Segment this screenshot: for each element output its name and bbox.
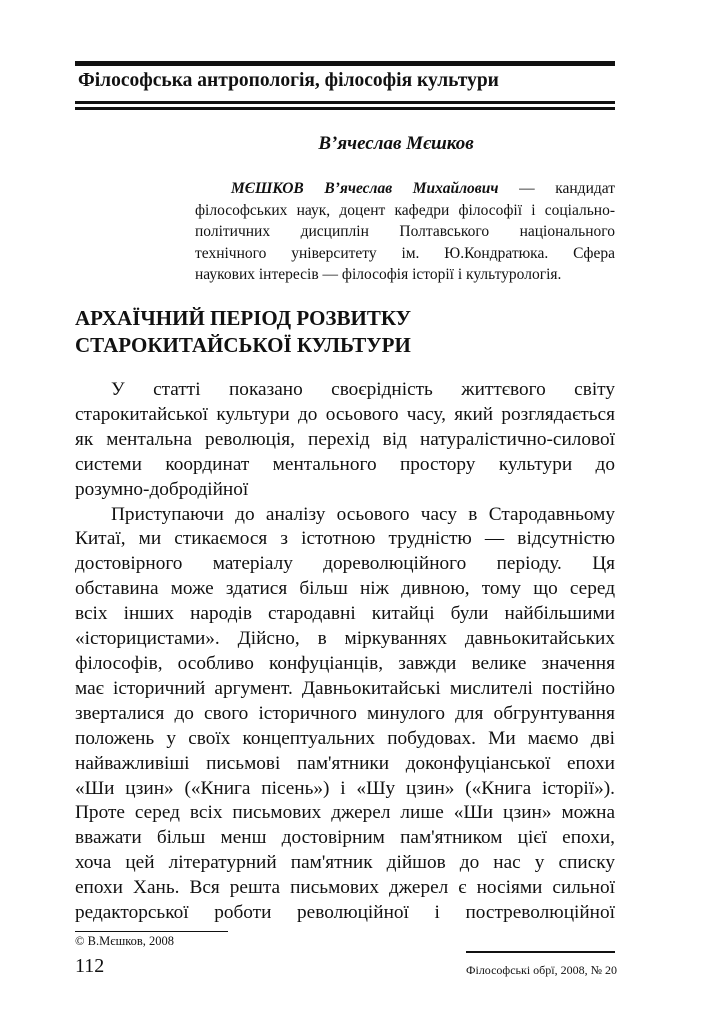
text-line: обставина може здатися більш ніж дивною, тому що серед [75,578,615,600]
text-line: як ментальна революція, перехід від натуралістично-силової [75,428,615,450]
text-line: хоча цей літературний пам'ятник дійшов до нас у списку [75,852,615,874]
text-line: філософів, особливо конфуціанців, завжди велике значення [75,652,615,674]
author-bio [195,178,615,286]
text-line: епохи Хань. Вся решта письмових джерел є носіями сильної [75,877,615,899]
title-line: СТАРОКИТАЙСЬКОЇ КУЛЬТУРИ [75,333,411,357]
page-number: 112 [75,955,105,977]
bio-line: МЄШКОВ В’ячеслав Михайлович — кандидат [231,180,616,197]
journal-citation: Філософські обрї, 2008, № 20 [466,963,618,977]
bio-line: наукових інтересів — філософія історії і культурологія. [195,266,562,283]
author-name: В’ячеслав Мєшков [318,133,474,154]
bio-line: філософських наук, доцент кафедри філософії і соціально- [195,201,615,219]
text-line: старокитайської культури до осьового часу, який розглядається [75,403,615,425]
bio-line: технічного університету ім. Ю.Кондратюка. Сфера [195,244,615,262]
text-line: «історицистами». Дійсно, в міркуваннях давньокитайських [75,628,615,650]
footnote-rule [75,931,228,932]
text-line: найважливіші письмові пам'ятники доконфуціанської епохи [75,752,615,774]
bio-line: політичних дисциплін Полтавського національного [195,223,615,240]
text-line: Проте серед всіх письмових джерел лише «Ши цзин» можна [75,802,615,824]
copyright: © В.Мєшков, 2008 [75,934,175,948]
text-line: Китаї, ми стикаємося з істотною трудністю — відсутністю [75,528,615,550]
text-line: редакторської роботи революційної і постреволюційної [75,902,615,924]
text-line: Приступаючи до аналізу осьового часу в Стародавньому [111,503,615,525]
header-rule [75,101,615,104]
article-body [75,378,615,926]
bio-name: МЄШКОВ В’ячеслав Михайлович [231,180,499,197]
text-line: положень у своїх концептуальних побудовах. Ми маємо дві [75,727,615,749]
header-rule [75,107,615,110]
text-line: всіх інших народів стародавні китайці були найбільшими [75,603,615,625]
paragraph [75,378,615,503]
text-line: зверталися до свого історичного минулого для обгрунтування [75,702,615,724]
text-line: вважати більш менш достовірним пам'ятником цієї епохи, [75,827,615,849]
title-line: АРХАЇЧНИЙ ПЕРІОД РОЗВИТКУ [75,306,412,330]
header-top-rule [75,61,615,66]
section-header: Філософська антропологія, філософія культури [78,70,499,91]
article-title [75,305,411,359]
paragraph [75,503,615,926]
text-line: У статті показано своєрідність життєвого світу [111,379,615,400]
text-line: має історичний аргумент. Давньокитайські мислителі постійно [75,677,615,699]
text-line: розумно-добродійної [75,478,249,500]
journal-rule [466,951,615,953]
text-line: достовірного матеріалу дореволюційного періоду. Ця [75,553,615,575]
text-line: системи координат ментального простору культури до [75,453,615,475]
text-line: «Ши цзин» («Книга пісень») і «Шу цзин» («Книга історії»). [75,777,615,799]
